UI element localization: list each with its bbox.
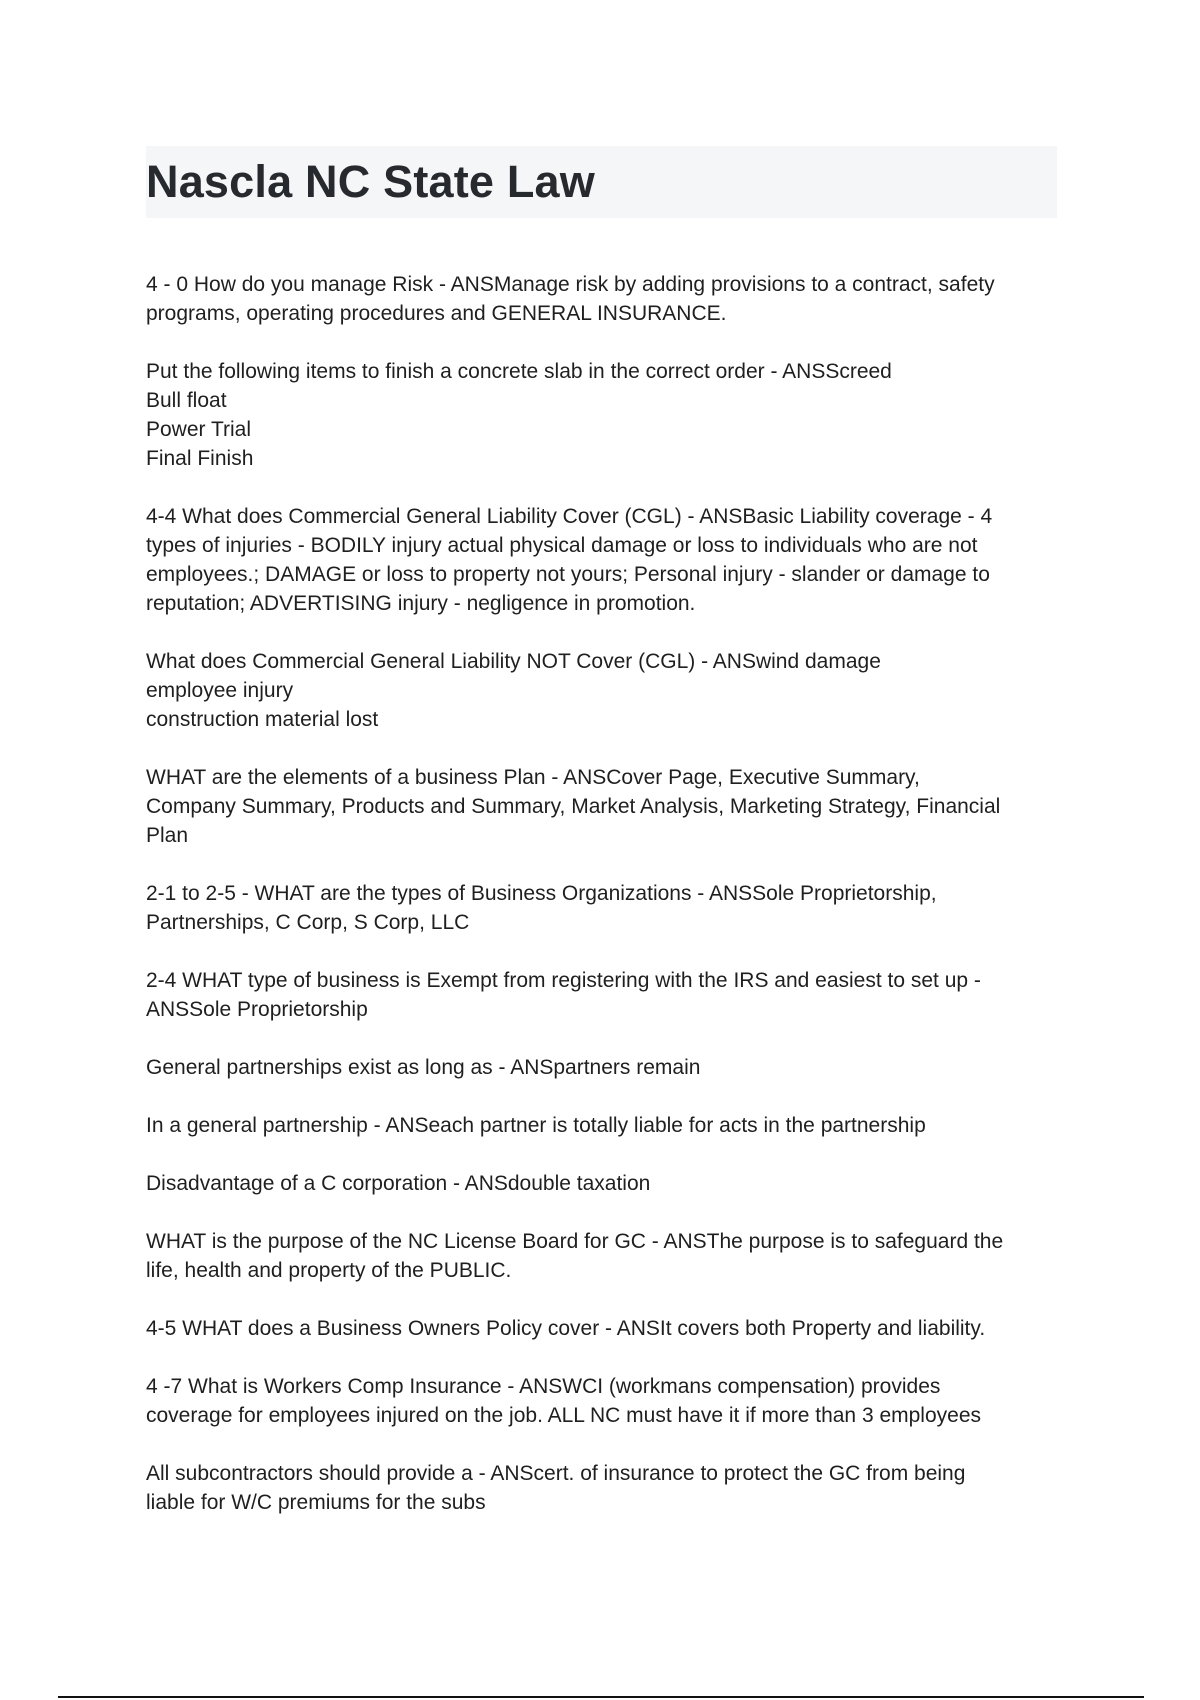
qa-entry: Put the following items to finish a concrete slab in the correct order - ANSScreed Bull float Power Trial Final Finish [146, 360, 892, 470]
footer-divider [58, 1696, 1144, 1698]
qa-entry: 2-4 WHAT type of business is Exempt from registering with the IRS and easiest to set up - ANSSole Proprietorship [146, 969, 981, 1021]
qa-entry: General partnerships exist as long as - ANSpartners remain [146, 1056, 701, 1079]
qa-entry: 4 -7 What is Workers Comp Insurance - ANSWCI (workmans compensation) provides coverage for employees injured on the job. ALL NC must have it if more than 3 employees [146, 1375, 982, 1427]
qa-entry: In a general partnership - ANSeach partner is totally liable for acts in the partnership [146, 1114, 926, 1137]
qa-entry: 2-1 to 2-5 - WHAT are the types of Business Organizations - ANSSole Proprietorship, Partnerships, C Corp, S Corp, LLC [146, 882, 937, 934]
qa-entry: 4 - 0 How do you manage Risk - ANSManage risk by adding provisions to a contract, safety programs, operating procedures and GENERAL INSURANCE. [146, 273, 995, 325]
qa-entry: WHAT are the elements of a business Plan - ANSCover Page, Executive Summary, Company Summary, Products and Summary, Market Analysis, Marketing Strategy, Financial Plan [146, 766, 1001, 847]
title-banner [146, 146, 1057, 218]
qa-entry: WHAT is the purpose of the NC License Board for GC - ANSThe purpose is to safeguard the life, health and property of the PUBLIC. [146, 1230, 1004, 1282]
qa-entry: Disadvantage of a C corporation - ANSdouble taxation [146, 1172, 651, 1195]
qa-entry: 4-4 What does Commercial General Liability Cover (CGL) - ANSBasic Liability coverage - 4 types of injuries - BODILY injury actual physical damage or loss to individuals who are not employees.; DAMAGE or loss to property not yours; Personal injury - slander or damage to reputation; ADVERTISING injury - negligence in promotion. [146, 505, 993, 615]
qa-entry: What does Commercial General Liability NOT Cover (CGL) - ANSwind damage employee injury construction material lost [146, 650, 881, 731]
qa-entry: All subcontractors should provide a - ANScert. of insurance to protect the GC from being liable for W/C premiums for the subs [146, 1462, 966, 1514]
page-title: Nascla NC State Law [146, 156, 595, 207]
qa-list [146, 270, 1066, 1546]
qa-entry: 4-5 WHAT does a Business Owners Policy cover - ANSIt covers both Property and liability. [146, 1317, 986, 1340]
